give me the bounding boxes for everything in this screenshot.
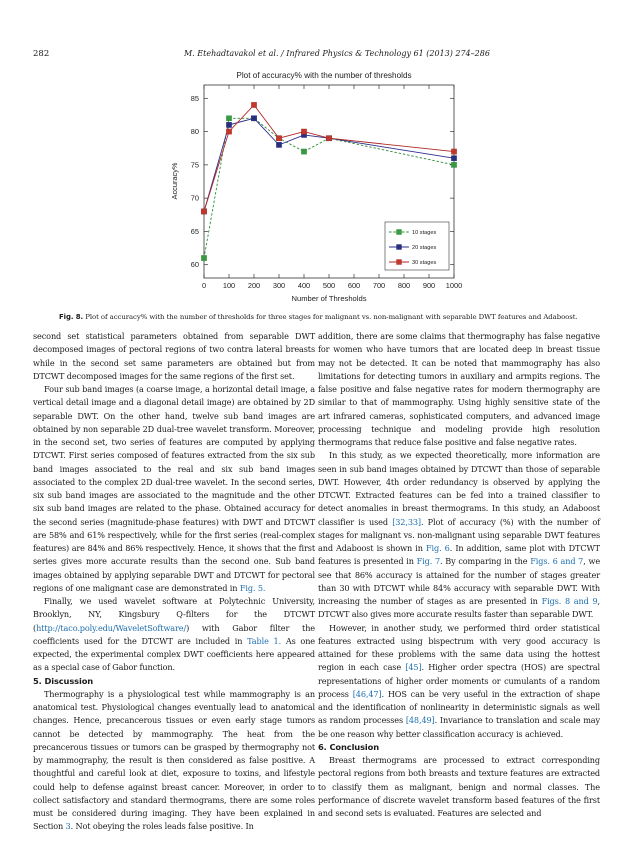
x-tick-label: 0	[201, 281, 207, 290]
journal-header: M. Etehadtavakol et al. / Infrared Physics & Technology 61 (2013) 274–286	[184, 49, 490, 58]
chart-title: Plot of accuracy% with the number of thresholds	[236, 71, 412, 80]
legend-label: 10 stages	[412, 230, 437, 237]
figs8-9-link[interactable]: Figs. 8 and 9	[541, 596, 598, 606]
data-point	[326, 136, 331, 141]
x-tick-label: 800	[397, 281, 411, 290]
right-paragraph-4: Breast thermograms are processed to extract corresponding pectoral regions from both breasts and texture features are extracted to classify them as malignant, benign and normal classes. The performance of discrete wavelet transform based features of the first and second sets is evaluated. Features are selected and	[318, 755, 600, 818]
figure-label: Fig. 8.	[59, 313, 84, 321]
ref-48-49-link[interactable]: [48,49]	[405, 715, 435, 726]
section-6-heading: 6. Conclusion	[318, 741, 380, 752]
left-p2-text: Four sub band images (a coarse image, a horizontal detail image, a vertical detail image and a diagonal detail image) are obtained by 2D separable DWT. On the other hand, twelve sub band images are obtained by non separable 2D dual-tree wavelet transform. Moreover, in the second set, two series of features are computed by applying DTCWT. First series composed of features extracted from the six sub band images associated to the real and six sub band images associated to the complex 2D dual-tree wavelet. In the second series, six sub band images are associated to the magnitude and the other six sub band images are related to the phase. Obtained accuracy for the second series (magnitude-phase features) with DWT and DTCWT are 58% and 61% respectively, while for the first series (real-complex features) are 84% and 86% respectively. Hence, it shows that the first series gives more accurate results than the second one. Sub band images obtained by applying separable DWT and DTCWT for pectoral regions of one malignant case are demonstrated in	[33, 384, 315, 593]
y-tick-label: 80	[190, 127, 199, 137]
x-tick-label: 1000	[445, 281, 463, 290]
wavelet-software-url[interactable]: http://taco.poly.edu/WaveletSoftware/	[36, 622, 187, 633]
right-paragraph-3	[318, 622, 600, 741]
data-point	[226, 129, 231, 134]
data-point	[276, 136, 281, 141]
data-point	[451, 149, 456, 154]
legend-marker	[397, 245, 402, 250]
left-p3-text-b: ) with Gabor filter the coefficients used for the DTCWT are included in	[33, 622, 315, 646]
data-point	[201, 209, 206, 214]
data-point	[251, 102, 256, 107]
figs6-7-link[interactable]: Figs. 6 and 7	[530, 556, 584, 567]
accuracy-chart	[160, 68, 480, 306]
right-p3-text-c: . HOS can be very useful in the extraction of shape and the identification of nonlinearity in deterministic signals as well as random processes	[318, 688, 600, 726]
right-p2-text-c: . In addition, same plot with DTCWT features is presented in	[318, 543, 600, 567]
right-p2-text-e: , we see that 86% accuracy is attained for the number of stages greater than 30 with DTCWT while 84% accuracy with separable DWT. With increasing the number of stages as are presented in	[318, 556, 601, 606]
data-point	[226, 122, 231, 127]
data-point	[201, 255, 206, 260]
legend-marker	[397, 260, 402, 265]
figure-caption	[59, 313, 604, 321]
right-p2-text-a: In this study, as we expected theoretically, more information are seen in sub band images obtained by DTCWT than those of separable DWT. However, 4th order redundancy is observed by applying the DTCWT. Extracted features can be fed into a trained classifier to detect anomalies in breast thermograms. In this study, an Adaboost classifier is used	[318, 450, 600, 527]
left-p4-text-a: Thermography is a physiological test while mammography is an anatomical test. Physiological changes eventually lead to anatomical changes. Hence, precancerous tissues or even early stage tumors cannot be detected by mammography. The heat from the precancerous tissues or tumors can be grasped by thermography not by mammography, the result is then considered as false positive. A thoughtful and careful look at diet, exposure to toxins, and lifestyle could help to defense against breast cancer. Moreover, in order to collect satisfactory and standard thermograms, there are some roles must be considered during imaging. They have been explained in Section	[33, 688, 315, 832]
data-point	[226, 116, 231, 121]
y-axis-label: Accuracy%	[170, 162, 179, 200]
ref-45-link[interactable]: [45]	[405, 662, 422, 673]
series-line-2	[204, 118, 454, 211]
left-paragraph-1: second set statistical parameters obtained from separable DWT decomposed images of pectoral regions of two contra lateral breasts while in the second set same parameters are obtained but from DTCWT decomposed images for the same regions of the first set.	[33, 331, 315, 381]
left-p3-text-c: As one expected, the experimental complex DWT coefficients here appeared as a special case of Gabor function.	[33, 635, 315, 673]
x-tick-label: 200	[247, 281, 261, 290]
fig5-link[interactable]: Fig. 5.	[239, 582, 266, 593]
y-tick-label: 75	[190, 160, 199, 170]
y-tick-label: 85	[190, 93, 199, 103]
right-p3-text-b: . Higher order spectra (HOS) are spectral representations of higher order moments or cumulants of a random process	[318, 662, 601, 699]
left-p4-text-b: . Not obeying the roles leads false positive. In	[70, 821, 254, 832]
data-point	[276, 142, 281, 147]
section-5-heading: 5. Discussion	[33, 675, 94, 686]
y-tick-label: 65	[190, 226, 199, 236]
data-point	[301, 149, 306, 154]
legend-label: 20 stages	[412, 245, 437, 252]
right-p2-text-d: . By comparing in the	[440, 556, 528, 567]
data-point	[301, 129, 306, 134]
ref-46-47-link[interactable]: [46,47]	[352, 688, 382, 699]
chart-legend	[385, 222, 449, 270]
figure-caption-text: Plot of accuracy% with the number of thresholds for three stages for malignant vs. non-malignant with separable DWT features and Adaboost.	[85, 313, 578, 321]
data-point	[451, 162, 456, 167]
x-tick-label: 100	[222, 281, 236, 290]
right-p2-text-b: . Plot of accuracy (%) with the number of stages for malignant vs. non-malignant using separable DWT features and Adaboost is shown in	[318, 516, 600, 553]
series-line-3	[204, 105, 454, 211]
x-tick-label: 900	[422, 281, 436, 290]
x-tick-label: 700	[372, 281, 386, 290]
right-paragraph-1: addition, there are some claims that thermography has false negative for women who have tumors that are located deep in breast tissue may not be detected. It can be noted that mammography has also limitations for detecting tumors in auxiliary and armpits regions. The false positive and false negative rates for modern thermography are similar to that of mammography. Using highly sensitive state of the art infrared cameras, sophisticated computers, and advanced image processing technique and modeling provide high resolution thermograms that reduce false positive and false negative rates.	[318, 331, 600, 447]
right-p2-text-f: , DTCWT also gives more accurate results faster than separable DWT.	[318, 596, 601, 620]
x-tick-label: 300	[272, 281, 286, 290]
right-p3-text-a: However, in another study, we performed third order statistical features extracted using bispectrum with very good accuracy is attained for these problems with the same data using the hottest region in each case	[318, 622, 600, 673]
section3-link[interactable]: 3	[65, 821, 71, 832]
x-axis-label: Number of Thresholds	[291, 294, 367, 303]
table1-link[interactable]: Table 1.	[247, 635, 282, 646]
data-point	[251, 116, 256, 121]
left-p3-text-a: Finally, we used wavelet software at Polytechnic University, Brooklyn, NY, Kingsbury Q-filters for the DTCWT (	[33, 596, 315, 633]
page-number: 282	[33, 49, 50, 59]
ref-32-33-link[interactable]: [32,33]	[392, 516, 421, 527]
left-paragraph-2	[33, 383, 315, 595]
x-tick-label: 600	[347, 281, 361, 290]
y-tick-label: 60	[190, 260, 199, 270]
y-tick-label: 70	[190, 193, 199, 203]
left-column	[33, 330, 315, 834]
legend-label: 30 stages	[412, 260, 437, 267]
left-paragraph-3	[33, 595, 315, 675]
left-paragraph-4	[33, 688, 315, 834]
x-tick-label: 500	[322, 281, 336, 290]
legend-marker	[397, 230, 402, 235]
right-column	[318, 330, 600, 820]
fig6-link[interactable]: Fig. 6	[426, 543, 450, 553]
right-paragraph-2	[318, 449, 600, 621]
data-point	[451, 156, 456, 161]
right-p3-text-d: . Invariance to translation and scale may be one reason why better classification accuracy is achieved.	[318, 715, 601, 739]
fig7-link[interactable]: Fig. 7	[416, 556, 440, 567]
x-tick-label: 400	[297, 281, 311, 290]
